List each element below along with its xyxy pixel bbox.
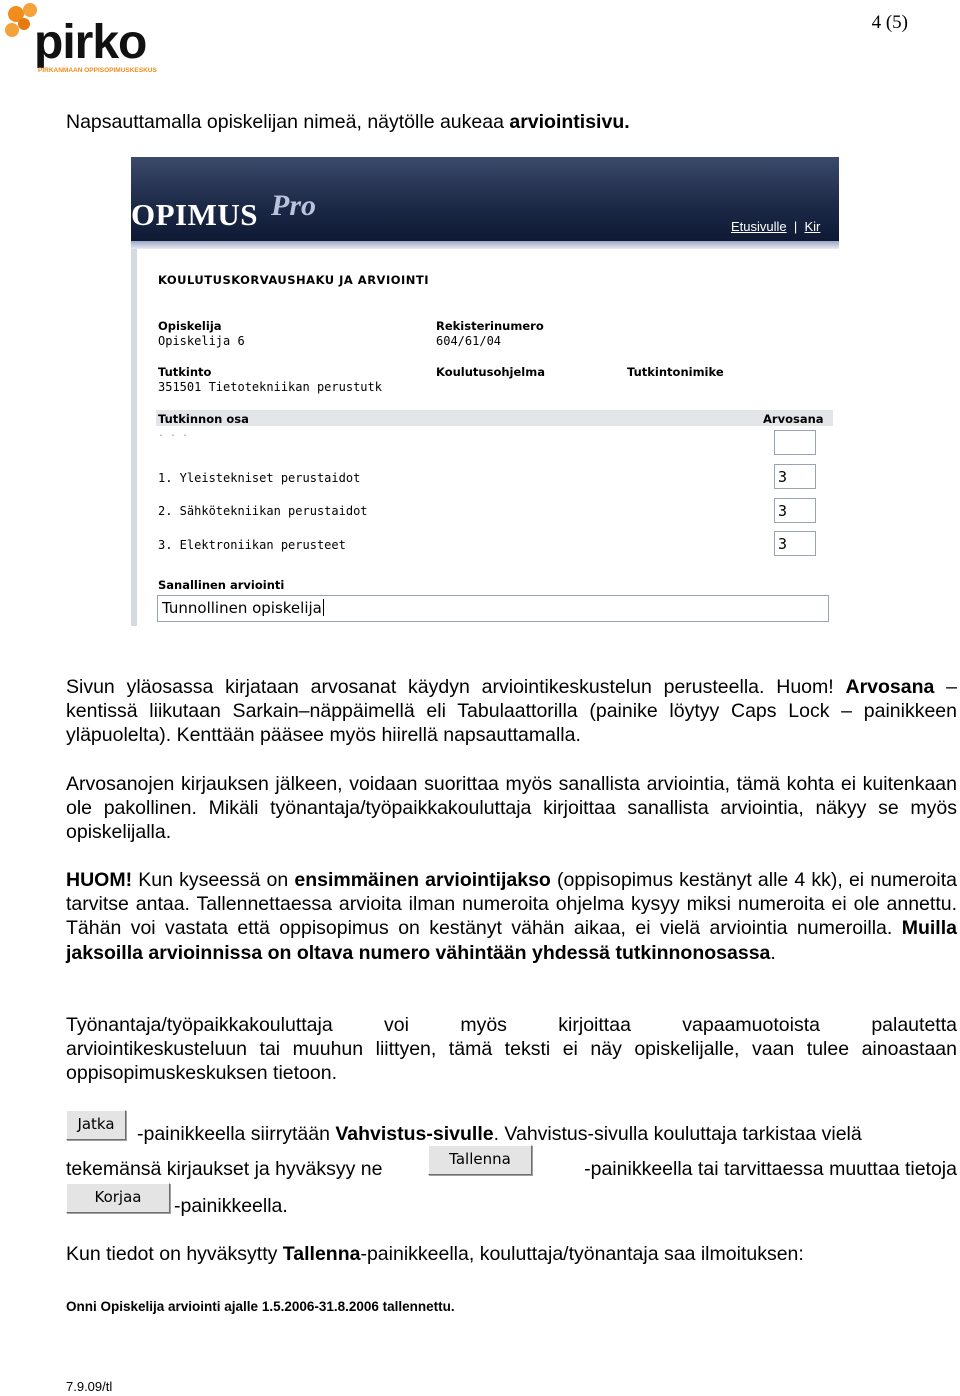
pirko-logo-icon (4, 2, 174, 76)
verbal-assessment-value: Tunnollinen opiskelija (162, 599, 322, 617)
part-header-bar (156, 410, 833, 426)
part-2-name: 2. Sähkötekniikan perustaidot (158, 504, 368, 518)
nav-home-link[interactable]: Etusivulle (731, 219, 787, 234)
opimus-screenshot (131, 157, 839, 626)
programme-label: Koulutusohjelma (436, 365, 545, 379)
paragraph-saved: Kun tiedot on hyväksytty Tallenna-painikkeella, kouluttaja/työnantaja saa ilmoituksen: (66, 1243, 804, 1265)
register-label: Rekisterinumero (436, 319, 544, 333)
tallenna-button[interactable]: Tallenna (428, 1145, 532, 1175)
opimus-brand-pro: Pro (271, 189, 316, 222)
nav-separator: | (793, 219, 798, 234)
banner-strip (131, 241, 839, 249)
paragraph-continue-line3: -painikkeella. (174, 1195, 288, 1217)
paragraph-feedback-line1: Työnantaja/työpaikkakouluttaja voi myös kirjoittaa vapaamuotoista palautetta (66, 1014, 957, 1036)
paragraph-grades: Sivun yläosassa kirjataan arvosanat käydyn arviointikeskustelun perusteella. Huom! Arvosana – kentissä liikutaan Sarkain–näppäimellä eli Tabulaattorilla (painike löytyy Caps Lock – painikkeen yläpuolelta). Kenttään pääsee myös hiirellä napsauttamalla. (66, 676, 958, 747)
jatka-button[interactable]: Jatka (66, 1110, 126, 1140)
student-value: Opiskelija 6 (158, 334, 245, 348)
svg-text:pirko: pirko (34, 16, 147, 69)
grade-input-1[interactable]: 3 (774, 464, 816, 489)
degree-label: Tutkinto (158, 365, 212, 379)
grade-input-empty[interactable] (774, 430, 816, 455)
register-value: 604/61/04 (436, 334, 502, 348)
nav-next-link[interactable]: Kir (804, 219, 821, 234)
student-label: Opiskelija (158, 319, 222, 333)
paragraph-verbal: Arvosanojen kirjauksen jälkeen, voidaan suorittaa myös sanallista arviointia, tämä kohta ei kuitenkaan ole pakollinen. Mikäli työnantaja/työpaikkakouluttaja kirjoittaa sanallista arviointia, näkyy se myös opiskelijalla. (66, 773, 957, 844)
intro-paragraph: Napsauttamalla opiskelijan nimeä, näytölle aukeaa arviointisivu. (66, 111, 630, 133)
text-cursor (323, 599, 324, 616)
pirko-logo (4, 2, 174, 76)
page-number: 4 (5) (871, 12, 908, 33)
opimus-brand: OPIMUS (131, 197, 258, 232)
confirmation-message: Onni Opiskelija arviointi ajalle 1.5.2006-31.8.2006 tallennettu. (66, 1299, 455, 1314)
paragraph-continue-line1: -painikkeella siirrytään Vahvistus-sivulle. Vahvistus-sivulla kouluttaja tarkistaa vielä (137, 1123, 862, 1145)
left-rail (131, 249, 137, 626)
part-3-name: 3. Elektroniikan perusteet (158, 538, 346, 552)
verbal-label: Sanallinen arviointi (158, 578, 285, 592)
paragraph-feedback: arviointikeskusteluun tai muuhun liittyen, tämä teksti ei näy opiskelijalle, vaan tulee ainoastaan oppisopimuskeskuksen tietoon. (66, 1038, 957, 1085)
verbal-assessment-input[interactable] (157, 595, 829, 622)
korjaa-button[interactable]: Korjaa (66, 1183, 170, 1213)
part-1-name: 1. Yleistekniset perustaidot (158, 471, 361, 485)
opimus-nav (731, 219, 820, 234)
degree-value: 351501 Tietotekniikan perustutk (158, 380, 382, 394)
grade-input-2[interactable]: 3 (774, 498, 816, 523)
grade-label: Arvosana (763, 412, 824, 426)
paragraph-huom: HUOM! Kun kyseessä on ensimmäinen arviointijakso (oppisopimus kestänyt alle 4 kk), ei numeroita tarvitse antaa. Tallennettaessa arvioita ilman numeroita ohjelma kysyy miksi numeroita ei ole annettu. Tähän voi vastata että oppisopimus on kestänyt vähän aikaa, ei vielä arviointia numeroilla. Muilla jaksoilla arvioinnissa on oltava numero vähintään yhdessä tutkinnonosassa. (66, 869, 957, 964)
svg-text:PIRKANMAAN OPPISOPIMUSKESKUS: PIRKANMAAN OPPISOPIMUSKESKUS (38, 67, 157, 74)
part-label: Tutkinnon osa (158, 412, 249, 426)
dots: . . . (158, 428, 189, 439)
section-title: KOULUTUSKORVAUSHAKU JA ARVIOINTI (158, 273, 430, 287)
paragraph-continue-line2b: -painikkeella tai tarvittaessa muuttaa tietoja (584, 1158, 957, 1180)
title-label: Tutkintonimike (627, 365, 724, 379)
paragraph-continue-line2a: tekemänsä kirjaukset ja hyväksyy ne (66, 1158, 383, 1180)
footer-date: 7.9.09/tl (66, 1379, 113, 1394)
grade-input-3[interactable]: 3 (774, 531, 816, 556)
